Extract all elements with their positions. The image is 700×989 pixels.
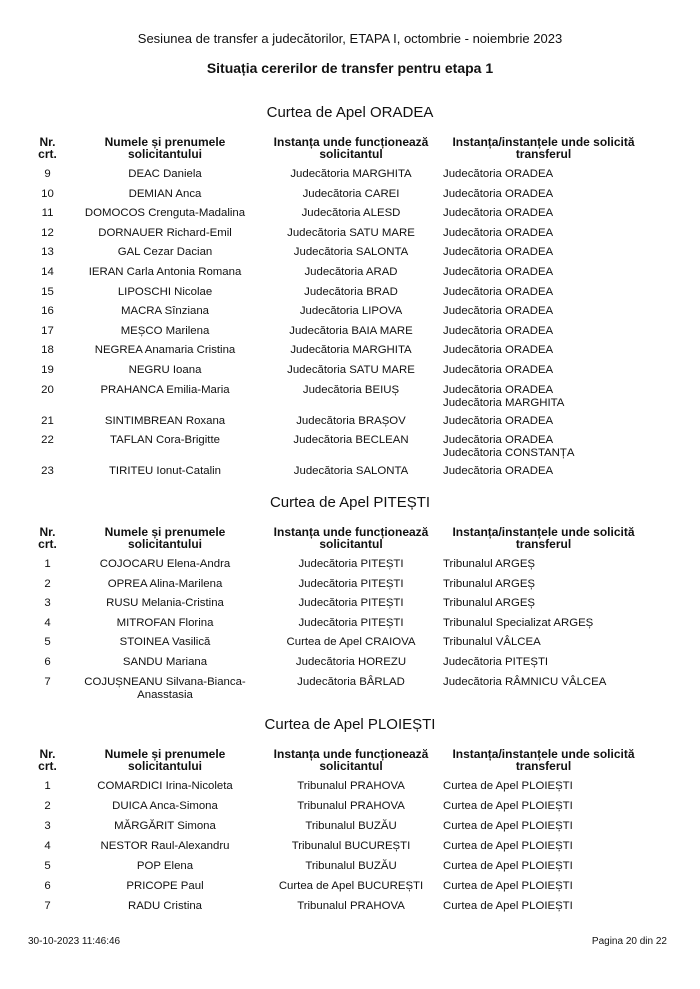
requested-courts [437,344,650,364]
row-number: 14 [41,265,54,278]
row-number: 11 [41,207,54,220]
row-number: 2 [44,577,51,590]
text-line: Instanța/instanțele unde solicită [452,747,635,761]
requested-courts [437,880,650,900]
text-line: Judecătoria ORADEA [443,324,554,337]
applicant-name [65,676,265,703]
text-line: Judecătoria ORADEA [443,383,554,396]
table-row [30,656,650,676]
text-line: Judecătoria CONSTANȚA [443,447,575,460]
current-court: Judecătoria MARGHITA [290,168,412,180]
current-court: Judecătoria PITEȘTI [298,577,404,590]
applicant-name [65,364,265,384]
text-line: Judecătoria ORADEA [443,226,554,239]
applicant-name [65,860,265,880]
text-line: STOINEA Vasilică [119,636,211,649]
current-court: Tribunalul PRAHOVA [297,900,405,912]
text-line: Curtea de Apel PLOIEȘTI [443,840,573,852]
column-header-transfer [437,748,650,780]
table-row [30,820,650,840]
current-court: Judecătoria BÂRLAD [297,675,405,688]
applicant-name [65,227,265,247]
table-header-row [30,526,650,558]
requested-courts [437,465,650,487]
table-row [30,860,650,880]
table-header-row [30,136,650,168]
applicant-name [65,900,265,920]
current-court: Judecătoria SATU MARE [287,363,415,376]
row-number: 3 [44,820,51,832]
table-row [30,900,650,920]
text-line: SINTIMBREAN Roxana [104,414,226,427]
applicant-name [65,246,265,266]
row-number: 23 [41,465,54,478]
applicant-name [65,305,265,325]
section-title: Curtea de Apel ORADEA [266,104,434,121]
row-number: 5 [44,860,51,872]
column-header-name [65,136,265,168]
text-line: PRICOPE Paul [126,880,204,892]
row-number: 15 [41,285,54,298]
applicant-name [65,266,265,286]
table-row [30,286,650,306]
row-number: 4 [44,840,51,852]
table-row [30,800,650,820]
session-header: Sesiunea de transfer a judecătorilor, ETAPA I, octombrie - noiembrie 2023 [137,31,563,46]
table-row [30,227,650,247]
current-court: Judecătoria CAREI [302,187,400,200]
requested-courts [437,800,650,820]
row-number: 19 [41,363,54,376]
transfer-table [30,526,650,703]
text-line: SANDU Mariana [122,655,208,668]
footer-timestamp: 30-10-2023 11:46:46 [28,936,121,947]
text-line: Judecătoria ORADEA [443,363,554,376]
column-header-nr [30,748,65,780]
text-line: crt. [38,759,57,773]
text-line: Judecătoria ORADEA [443,344,554,357]
requested-courts [437,840,650,860]
text-line: POP Elena [136,860,194,872]
row-number: 2 [44,800,51,812]
current-court: Judecătoria BAIA MARE [289,324,413,337]
applicant-name [65,597,265,617]
text-line: NEGREA Anamaria Cristina [94,344,236,357]
text-line: Judecătoria MARGHITA [443,396,565,409]
current-court: Judecătoria PITEȘTI [298,616,404,629]
current-court: Judecătoria BRAD [304,285,398,298]
table-row [30,465,650,487]
current-court: Judecătoria BECLEAN [293,434,409,447]
text-line: DUICA Anca-Simona [112,800,218,812]
text-line: MACRA Sînziana [121,305,209,318]
current-court: Judecătoria LIPOVA [299,305,403,318]
requested-courts [437,676,650,703]
row-number: 6 [44,655,51,668]
applicant-name [65,325,265,345]
table-row [30,305,650,325]
table-row [30,384,650,415]
current-court: Tribunalul PRAHOVA [297,800,405,812]
transfer-table [30,748,650,920]
applicant-name [65,465,265,487]
text-line: Curtea de Apel PLOIEȘTI [443,820,573,832]
applicant-name [65,656,265,676]
table-row [30,880,650,900]
applicant-name [65,188,265,208]
document-title: Situația cererilor de transfer pentru etapa 1 [206,60,494,76]
applicant-name [65,636,265,656]
text-line: Judecătoria ORADEA [443,187,554,200]
requested-courts [437,305,650,325]
current-court: Judecătoria ARAD [304,265,398,278]
applicant-name [65,168,265,188]
row-number: 12 [41,226,54,239]
text-line: Instanța/instanțele unde solicită [452,525,635,539]
text-line: MĂRGĂRIT Simona [114,820,216,832]
text-line: Judecătoria ORADEA [443,465,554,478]
text-line: crt. [38,537,57,551]
text-line: Curtea de Apel PLOIEȘTI [443,780,573,792]
requested-courts [437,860,650,880]
row-number: 21 [41,414,54,427]
section-title: Curtea de Apel PITEȘTI [269,494,431,511]
requested-courts [437,636,650,656]
requested-courts [437,597,650,617]
applicant-name [65,840,265,860]
row-number: 6 [44,880,51,892]
text-line: COJOCARU Elena-Andra [99,558,231,570]
table-row [30,636,650,656]
requested-courts [437,364,650,384]
requested-courts [437,227,650,247]
requested-courts [437,900,650,920]
applicant-name [65,578,265,598]
current-court: Curtea de Apel BUCUREȘTI [278,880,424,892]
text-line: NESTOR Raul-Alexandru [100,840,230,852]
row-number: 1 [44,780,51,792]
table-row [30,415,650,435]
applicant-name [65,415,265,435]
text-line: Nr. [39,135,56,149]
applicant-name [65,286,265,306]
text-line: RUSU Melania-Cristina [106,597,224,610]
table-row [30,676,650,703]
column-header-transfer [437,526,650,558]
text-line: Nr. [39,525,56,539]
text-line: NEGRU Ioana [128,363,202,376]
text-line: PRAHANCA Emilia-Maria [100,383,230,396]
column-header-court [265,748,437,780]
requested-courts [437,384,650,415]
requested-courts [437,246,650,266]
requested-courts [437,656,650,676]
text-line: transferul [515,537,572,551]
applicant-name [65,384,265,415]
text-line: Curtea de Apel PLOIEȘTI [443,900,573,912]
row-number: 5 [44,636,51,649]
text-line: LIPOSCHI Nicolae [117,285,213,298]
text-line: MEȘCO Marilena [120,324,210,337]
current-court: Judecătoria SALONTA [293,465,409,478]
row-number: 1 [44,558,51,570]
column-header-nr [30,136,65,168]
row-number: 7 [44,675,51,688]
table-row [30,266,650,286]
row-number: 4 [44,616,51,629]
row-number: 22 [41,434,54,447]
text-line: Numele și prenumele [104,525,226,539]
row-number: 13 [41,246,54,259]
current-court: Tribunalul BUZĂU [305,820,397,832]
current-court: Judecătoria SALONTA [293,246,409,259]
text-line: Tribunalul ARGEȘ [443,597,536,610]
applicant-name [65,880,265,900]
text-line: DEMIAN Anca [128,187,202,200]
column-header-transfer [437,136,650,168]
text-line: Judecătoria ORADEA [443,246,554,259]
text-line: solicitantul [319,147,383,161]
table-row [30,578,650,598]
requested-courts [437,168,650,188]
requested-courts [437,780,650,800]
text-line: Numele și prenumele [104,135,226,149]
current-court: Judecătoria BEIUȘ [302,383,400,396]
text-line: transferul [515,759,572,773]
current-court: Judecătoria PITEȘTI [298,558,404,570]
requested-courts [437,434,650,465]
row-number: 3 [44,597,51,610]
requested-courts [437,207,650,227]
requested-courts [437,617,650,637]
text-line: solicitantului [127,147,202,161]
column-header-court [265,526,437,558]
row-number: 9 [44,168,51,180]
table-row [30,558,650,578]
current-court: Tribunalul PRAHOVA [297,780,405,792]
text-line: Judecătoria ORADEA [443,265,554,278]
current-court: Judecătoria HOREZU [295,655,407,668]
column-header-name [65,748,265,780]
table-row [30,364,650,384]
text-line: Judecătoria RÂMNICU VÂLCEA [443,675,607,688]
text-line: solicitantului [127,759,202,773]
footer-page-number: Pagina 20 din 22 [591,936,667,947]
row-number: 17 [41,324,54,337]
table-row [30,207,650,227]
text-line: Tribunalul VÂLCEA [443,636,541,649]
applicant-name [65,434,265,465]
applicant-name [65,800,265,820]
text-line: DEAC Daniela [128,168,202,180]
requested-courts [437,286,650,306]
applicant-name [65,558,265,578]
text-line: Tribunalul ARGEȘ [443,558,536,570]
current-court: Judecătoria MARGHITA [290,344,412,357]
row-number: 16 [41,305,54,318]
column-header-court [265,136,437,168]
text-line: Tribunalul ARGEȘ [443,577,536,590]
text-line: TAFLAN Cora-Brigitte [110,434,220,447]
applicant-name [65,780,265,800]
current-court: Judecătoria BRAȘOV [296,414,406,427]
requested-courts [437,578,650,598]
table-row [30,188,650,208]
text-line: Curtea de Apel PLOIEȘTI [443,880,573,892]
applicant-name [65,617,265,637]
text-line: MITROFAN Florina [116,616,214,629]
text-line: IERAN Carla Antonia Romana [88,265,242,278]
requested-courts [437,820,650,840]
current-court: Tribunalul BUCUREȘTI [291,840,411,852]
current-court: Judecătoria ALESD [301,207,401,220]
table-row [30,617,650,637]
text-line: Instanța unde funcționează [273,747,429,761]
text-line: TIRITEU Ionut-Catalin [108,465,222,478]
text-line: Tribunalul Specializat ARGEȘ [443,616,594,629]
table-row [30,325,650,345]
text-line: Nr. [39,747,56,761]
row-number: 7 [44,900,51,912]
current-court: Judecătoria PITEȘTI [298,597,404,610]
applicant-name [65,820,265,840]
text-line: solicitantul [319,759,383,773]
text-line: Instanța unde funcționează [273,135,429,149]
text-line: crt. [38,147,57,161]
current-court: Judecătoria SATU MARE [287,226,415,239]
text-line: Judecătoria ORADEA [443,168,554,180]
applicant-name [65,344,265,364]
table-row [30,434,650,465]
table-row [30,168,650,188]
text-line: RADU Cristina [127,900,203,912]
table-row [30,246,650,266]
text-line: Numele și prenumele [104,747,226,761]
text-line: solicitantului [127,537,202,551]
text-line: COJUȘNEANU Silvana-Bianca- [84,675,246,688]
column-header-nr [30,526,65,558]
text-line: Judecătoria PITEȘTI [443,655,549,668]
text-line: COMARDICI Irina-Nicoleta [97,780,233,792]
row-number: 18 [41,344,54,357]
text-line: transferul [515,147,572,161]
text-line: DOMOCOS Crenguta-Madalina [84,207,246,220]
section-title: Curtea de Apel PLOIEȘTI [264,716,436,733]
text-line: Anasstasia [137,688,193,701]
transfer-table [30,136,650,487]
text-line: Instanța/instanțele unde solicită [452,135,635,149]
requested-courts [437,558,650,578]
current-court: Tribunalul BUZĂU [305,860,397,872]
table-row [30,780,650,800]
text-line: OPREA Alina-Marilena [107,577,223,590]
requested-courts [437,188,650,208]
text-line: Judecătoria ORADEA [443,414,554,427]
table-header-row [30,748,650,780]
text-line: Instanța unde funcționează [273,525,429,539]
row-number: 10 [41,187,54,200]
text-line: Curtea de Apel PLOIEȘTI [443,860,573,872]
text-line: DORNAUER Richard-Emil [98,226,232,239]
table-row [30,597,650,617]
text-line: Judecătoria ORADEA [443,305,554,318]
requested-courts [437,415,650,435]
text-line: Curtea de Apel PLOIEȘTI [443,800,573,812]
current-court: Curtea de Apel CRAIOVA [286,636,416,649]
row-number: 20 [41,383,54,396]
requested-courts [437,266,650,286]
text-line: Judecătoria ORADEA [443,434,554,447]
text-line: solicitantul [319,537,383,551]
text-line: Judecătoria ORADEA [443,285,554,298]
requested-courts [437,325,650,345]
text-line: GAL Cezar Dacian [117,246,213,259]
column-header-name [65,526,265,558]
applicant-name [65,207,265,227]
text-line: Judecătoria ORADEA [443,207,554,220]
table-row [30,344,650,364]
table-row [30,840,650,860]
